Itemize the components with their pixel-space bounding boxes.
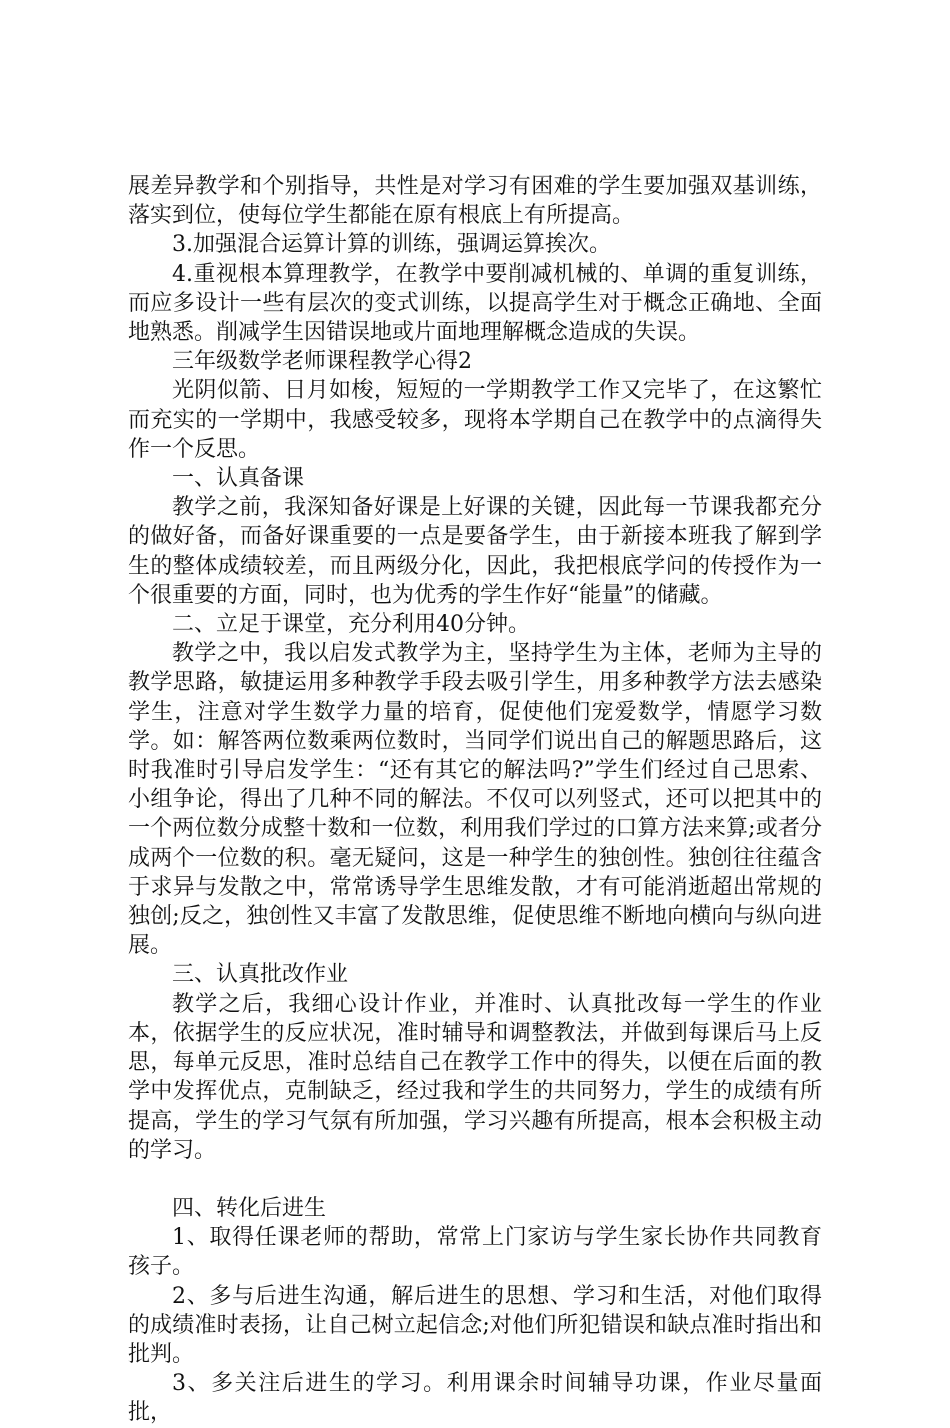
paragraph-continuation: 展差异教学和个别指导，共性是对学习有困难的学生要加强双基训练，落实到位，使每位学生都能在原有根底上有所提高。 (128, 174, 822, 229)
list-item-1: 1、取得任课老师的帮助，常常上门家访与学生家长协作共同教育孩子。 (128, 1225, 822, 1280)
paragraph-item-4: 4.重视根本算理教学，在教学中要削减机械的、单调的重复训练，而应多设计一些有层次的变式训练，以提高学生对于概念正确地、全面地熟悉。削减学生因错误地或片面地理解概念造成的失误。 (128, 261, 822, 346)
paragraph-homework: 教学之后，我细心设计作业，并准时、认真批改每一学生的作业本，依据学生的反应状况，准时辅导和调整教法，并做到每课后马上反思，每单元反思，准时总结自己在教学工作中的得失，以便在后面的教学中发挥优点，克制缺乏，经过我和学生的共同努力，学生的成绩有所提高，学生的学习气氛有所加强，学习兴趣有所提高，根本会积极主动的学习。 (128, 991, 822, 1163)
paragraph-intro: 光阴似箭、日月如梭，短短的一学期教学工作又完毕了，在这繁忙而充实的一学期中，我感受较多，现将本学期自己在教学中的点滴得失作一个反思。 (128, 378, 822, 462)
paragraph-classroom: 教学之中，我以启发式教学为主，坚持学生为主体，老师为主导的教学思路，敏捷运用多种教学手段去吸引学生，用多种教学方法去感染学生，注意对学生数学力量的培育，促使他们宠爱数学，情愿学习数学。如：解答两位数乘两位数时，当同学们说出自己的解题思路后，这时我准时引导启发学生：“还有其它的解法吗?”学生们经过自己思索、小组争论，得出了几种不同的解法。不仅可以列竖式，还可以把其中的一个两位数分成整十数和一位数，利用我们学过的口算方法来算;或者分成两个一位数的积。毫无疑问，这是一种学生的独创性。独创往往蕴含于求异与发散之中，常常诱导学生思维发散，才有可能消逝超出常规的独创;反之，独创性又丰富了发散思维，促使思维不断地向横向与纵向进展。 (128, 641, 822, 959)
paragraph-lesson-prep: 教学之前，我深知备好课是上好课的关键，因此每一节课我都充分的做好备，而备好课重要的一点是要备学生，由于新接本班我了解到学生的整体成绩较差，而且两级分化，因此，我把根底学问的传授作为一个很重要的方面，同时，也为优秀的学生作好“能量”的储藏。 (128, 495, 822, 608)
heading-2: 二、立足于课堂，充分利用40分钟。 (172, 612, 530, 638)
list-item-3: 3、多关注后进生的学习。利用课余时间辅导功课，作业尽量面批， (128, 1371, 822, 1426)
list-item-2: 2、多与后进生沟通，解后进生的思想、学习和生活，对他们取得的成绩准时表扬，让自己树立起信念;对他们所犯错误和缺点准时指出和批判。 (128, 1283, 822, 1367)
section-title: 三年级数学老师课程教学心得2 (172, 349, 472, 375)
document-body (128, 172, 822, 1428)
heading-3: 三、认真批改作业 (172, 962, 349, 988)
heading-1: 一、认真备课 (172, 466, 305, 492)
heading-4: 四、转化后进生 (172, 1195, 327, 1221)
paragraph-item-3: 3.加强混合运算计算的训练，强调运算挨次。 (172, 232, 611, 258)
